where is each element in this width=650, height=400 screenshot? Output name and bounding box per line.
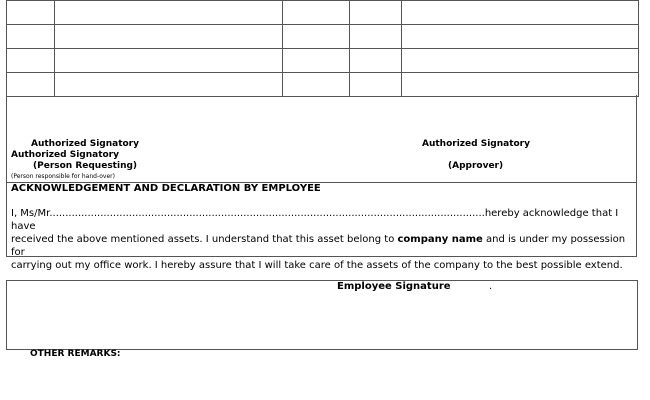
employee-signature-box	[6, 280, 638, 350]
table-cell	[283, 1, 350, 25]
table-cell	[7, 49, 55, 73]
table-cell	[55, 1, 283, 25]
person-requesting-label: (Person Requesting)	[33, 161, 138, 171]
table-cell	[7, 25, 55, 49]
signature-dot: .	[489, 281, 493, 292]
approver-signatory-label: Authorized Signatory	[422, 139, 530, 149]
table-cell	[350, 25, 402, 49]
table-cell	[350, 49, 402, 73]
authorized-signatory-label: Authorized Signatory	[31, 139, 139, 149]
table-cell	[55, 49, 283, 73]
table-cell	[55, 73, 283, 97]
table-row	[7, 1, 639, 25]
table-cell	[402, 73, 639, 97]
table-cell	[283, 73, 350, 97]
employee-signature-label: Employee Signature	[337, 281, 451, 292]
acknowledgement-heading: ACKNOWLEDGEMENT AND DECLARATION BY EMPLOYEE	[11, 183, 321, 194]
table-cell	[350, 1, 402, 25]
table-cell	[7, 1, 55, 25]
table-cell	[402, 1, 639, 25]
table-row	[7, 25, 639, 49]
acknowledgement-line-3: carrying out my office work. I hereby assure that I will take care of the assets of the company to the best possible extend.	[11, 260, 623, 271]
acknowledgement-line-2	[11, 233, 635, 259]
authorized-signatory-label-2: Authorized Signatory	[11, 150, 119, 160]
table-cell	[283, 25, 350, 49]
other-remarks-label: OTHER REMARKS:	[30, 349, 121, 359]
table-cell	[7, 73, 55, 97]
handover-note: (Person responsible for hand-over)	[11, 173, 115, 180]
table-cell	[350, 73, 402, 97]
acknowledgement-line-1: I, Ms/Mr.........................................................................................................................................hereby acknowledge that I have	[11, 208, 619, 232]
table-row	[7, 49, 639, 73]
table-cell	[402, 49, 639, 73]
approver-label: (Approver)	[448, 161, 504, 171]
company-name: company name	[397, 234, 483, 245]
table-cell	[283, 49, 350, 73]
table-row	[7, 73, 639, 97]
table-cell	[402, 25, 639, 49]
acknowledgement-line-2-start: received the above mentioned assets. I understand that this asset belong to	[11, 234, 398, 245]
asset-table	[6, 0, 639, 97]
acknowledgement-text	[11, 207, 635, 272]
acknowledgement-line-2-end: and is under my possession for	[11, 234, 626, 258]
signatory-section	[6, 95, 637, 271]
table-cell	[55, 25, 283, 49]
